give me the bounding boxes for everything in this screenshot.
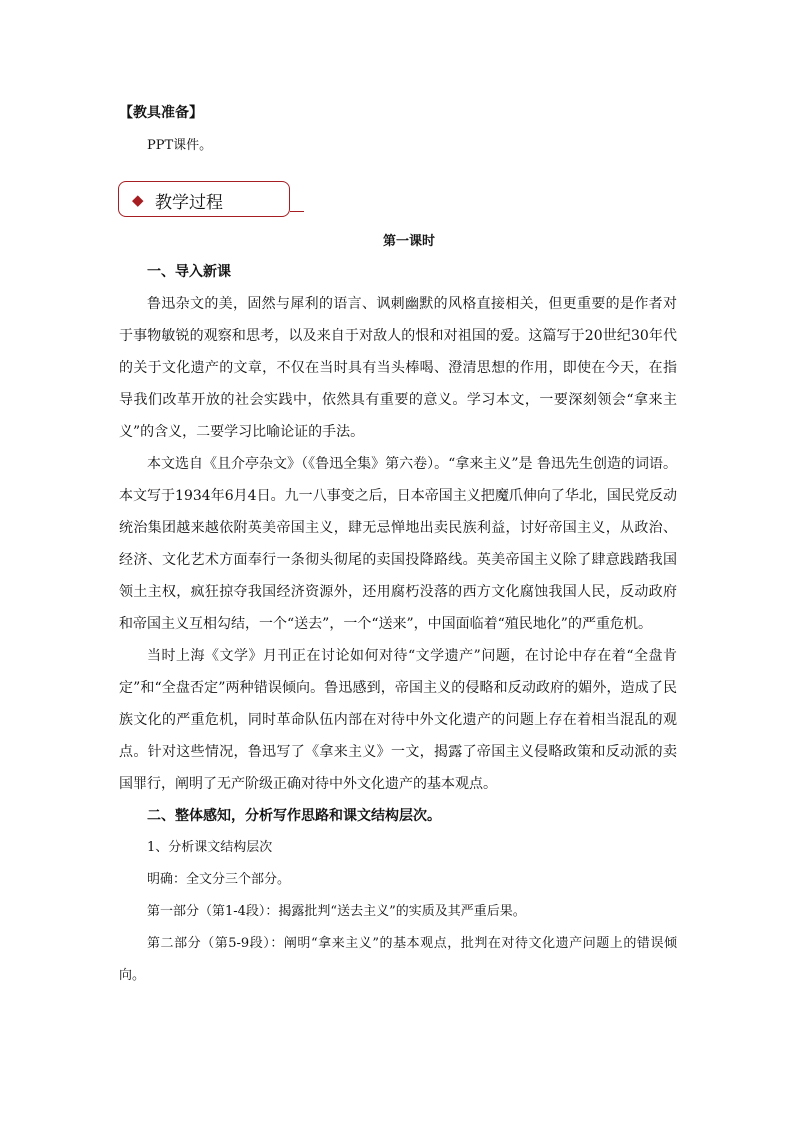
section-banner <box>118 181 290 217</box>
lesson-content <box>119 256 677 992</box>
part1-paragraph-3: 当时上海《文学》月刊正在讨论如何对待“文学遗产”问题，在讨论中存在着“全盘肯定”和“全盘否定”两种错误倾向。鲁迅感到，帝国主义的侵略和反动政府的媚外，造成了民族文化的严重危机，同时革命队伍内部在对待中外文化遗产的问题上存在着相当混乱的观点。针对这些情况，鲁迅写了《拿来主义》一文，揭露了帝国主义侵略政策和反动派的卖国罪行，阐明了无产阶级正确对待中外文化遗产的基本观点。 <box>119 648 677 792</box>
part2-item-4: 第二部分（第5-9段）：阐明“拿来主义”的基本观点，批判在对待文化遗产问题上的错误倾向。 <box>119 936 677 983</box>
part1-paragraph-2: 本文选自《且介亭杂文》（《鲁迅全集》第六卷）。“拿来主义”是 鲁迅先生创造的词语。本文写于1934年6月4日。九一八事变之后，日本帝国主义把魔爪伸向了华北，国民党反动统治集团越来越依附英美帝国主义，肆无忌惮地出卖民族利益，讨好帝国主义，从政治、经济、文化艺术方面奉行一条彻头彻尾的卖国投降路线。英美帝国主义除了肆意践踏我国领土主权，疯狂掠夺我国经济资源外，还用腐朽没落的西方文化腐蚀我国人民，反动政府和帝国主义互相勾结，一个“送去”，一个“送来”，中国面临着“殖民地化”的严重危机。 <box>119 456 677 632</box>
part2-heading: 二、整体感知，分析写作思路和课文结构层次。 <box>147 808 441 824</box>
section-banner-label: 教学过程 <box>155 193 223 213</box>
part1-paragraph-1: 鲁迅杂文的美，固然与犀利的语言、讽刺幽默的风格直接相关，但更重要的是作者对于事物敏锐的观察和思考，以及来自于对敌人的恨和对祖国的爱。这篇写于20世纪30年代的关于文化遗产的文章，不仅在当时具有当头棒喝、澄清思想的作用，即使在今天，在指导我们改革开放的社会实践中，依然具有重要的意义。学习本文，一要深刻领会“拿来主义”的含义，二要学习比喻论证的手法。 <box>119 296 677 440</box>
teaching-tools-text: PPT课件。 <box>147 138 213 153</box>
section-divider <box>290 211 304 212</box>
teaching-tools-heading: 【教具准备】 <box>119 105 203 121</box>
part1-heading: 一、导入新课 <box>147 264 231 280</box>
diamond-bullet-icon: ◆ <box>132 191 144 209</box>
part2-item-1: 1、分析课文结构层次 <box>147 840 273 855</box>
part2-item-2: 明确：全文分三个部分。 <box>147 872 291 887</box>
lesson-title: 第一课时 <box>383 234 436 249</box>
part2-item-3: 第一部分（第1-4段）：揭露批判“送去主义”的实质及其严重后果。 <box>147 904 526 919</box>
